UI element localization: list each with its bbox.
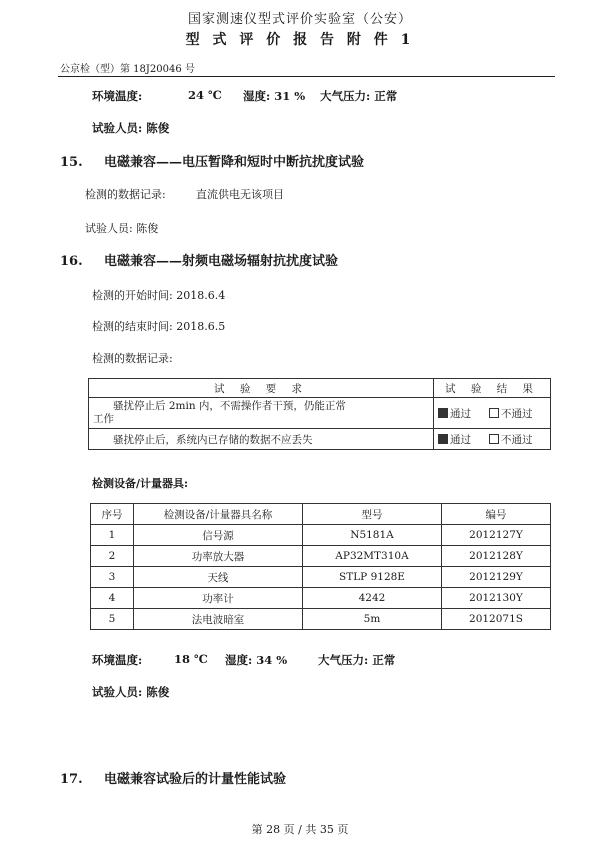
results-header-requirement: 试 验 要 求	[89, 379, 434, 398]
equipment-serial: 2012127Y	[442, 525, 551, 546]
equipment-no: 5	[91, 609, 134, 630]
equipment-model: AP32MT310A	[303, 546, 442, 567]
results-outcome-1	[434, 398, 551, 429]
equipment-model: 4242	[303, 588, 442, 609]
fail-checkbox-empty-icon	[489, 408, 499, 418]
fail-label: 不通过	[501, 407, 533, 420]
equipment-no: 4	[91, 588, 134, 609]
pass-checkbox-checked-icon	[438, 408, 448, 418]
equipment-serial: 2012129Y	[442, 567, 551, 588]
equipment-model: STLP 9128E	[303, 567, 442, 588]
equipment-no: 2	[91, 546, 134, 567]
report-reference: 公京检（型）第 18J20046 号	[60, 64, 195, 75]
equipment-model: N5181A	[303, 525, 442, 546]
env2-humidity: 湿度: 34 %	[225, 653, 288, 667]
env1-temp-value: 24 ℃	[188, 88, 222, 102]
env1-temp-label: 环境温度:	[92, 89, 143, 103]
equipment-name: 功率放大器	[134, 546, 303, 567]
section-15-number: 15.	[60, 155, 83, 170]
pass-checkbox-checked-icon	[438, 434, 448, 444]
equipment-name: 信号源	[134, 525, 303, 546]
section-15-data-value: 直流供电无该项目	[196, 188, 284, 201]
pass-label: 通过	[450, 407, 471, 420]
equipment-table-header	[91, 504, 551, 525]
pass-label: 通过	[450, 433, 471, 446]
fail-label: 不通过	[501, 433, 533, 446]
equipment-serial: 2012128Y	[442, 546, 551, 567]
equipment-header-name: 检测设备/计量器具名称	[134, 504, 303, 525]
equipment-name: 功率计	[134, 588, 303, 609]
section-16-data-label: 检测的数据记录:	[92, 352, 173, 365]
equipment-no: 3	[91, 567, 134, 588]
results-requirement-2: 骚扰停止后，系统内已存储的数据不应丢失	[89, 429, 434, 450]
results-outcome-2	[434, 429, 551, 450]
section-17-number: 17.	[60, 772, 83, 787]
equipment-label: 检测设备/计量器具:	[92, 477, 189, 490]
table-row	[91, 588, 551, 609]
section-16-heading	[60, 250, 338, 269]
results-table	[88, 378, 551, 450]
env1-humidity: 湿度: 31 %	[243, 89, 306, 103]
env1-pressure: 大气压力: 正常	[320, 89, 398, 103]
equipment-name: 天线	[134, 567, 303, 588]
section-16-number: 16.	[60, 254, 83, 269]
equipment-no: 1	[91, 525, 134, 546]
header-lab-name: 国家测速仪型式评价实验室（公安）	[187, 12, 412, 27]
results-requirement-1-line1: 骚扰停止后 2min 内，不需操作者干预，仍能正常	[113, 400, 346, 412]
section-16-start-time: 检测的开始时间: 2018.6.4	[92, 289, 226, 302]
section-17-title: 电磁兼容试验后的计量性能试验	[104, 772, 287, 787]
equipment-serial: 2012071S	[442, 609, 551, 630]
env2-temp-label: 环境温度:	[92, 653, 143, 667]
equipment-header-serial: 编号	[442, 504, 551, 525]
results-row	[89, 398, 551, 429]
env2-temp-value: 18 ℃	[174, 652, 208, 666]
section-17-heading	[60, 768, 286, 787]
equipment-name: 法电波暗室	[134, 609, 303, 630]
equipment-header-model: 型号	[303, 504, 442, 525]
fail-checkbox-empty-icon	[489, 434, 499, 444]
table-row	[91, 567, 551, 588]
section-15-tester: 试验人员: 陈俊	[85, 222, 159, 235]
section-15-heading	[60, 151, 364, 170]
equipment-serial: 2012130Y	[442, 588, 551, 609]
equipment-header-no: 序号	[91, 504, 134, 525]
results-header-result: 试 验 结 果	[434, 379, 551, 398]
results-requirement-1-line2: 工作	[93, 413, 114, 425]
section-16-tester: 试验人员: 陈俊	[92, 685, 170, 699]
page-footer: 第 28 页 / 共 35 页	[251, 823, 349, 836]
header-report-title: 型 式 评 价 报 告 附 件 1	[185, 32, 415, 48]
section-16-title: 电磁兼容——射频电磁场辐射抗扰度试验	[104, 254, 339, 269]
tester-1: 试验人员: 陈俊	[92, 121, 170, 135]
results-table-header	[89, 379, 551, 398]
table-row	[91, 525, 551, 546]
section-16-end-time: 检测的结束时间: 2018.6.5	[92, 320, 226, 333]
equipment-model: 5m	[303, 609, 442, 630]
section-15-data-label: 检测的数据记录:	[85, 188, 166, 201]
section-15-title: 电磁兼容——电压暂降和短时中断抗扰度试验	[104, 155, 365, 170]
env2-pressure: 大气压力: 正常	[318, 653, 396, 667]
equipment-table	[90, 503, 551, 630]
table-row	[91, 546, 551, 567]
results-requirement-1	[89, 398, 434, 429]
header-divider	[58, 76, 555, 77]
table-row	[91, 609, 551, 630]
results-row	[89, 429, 551, 450]
